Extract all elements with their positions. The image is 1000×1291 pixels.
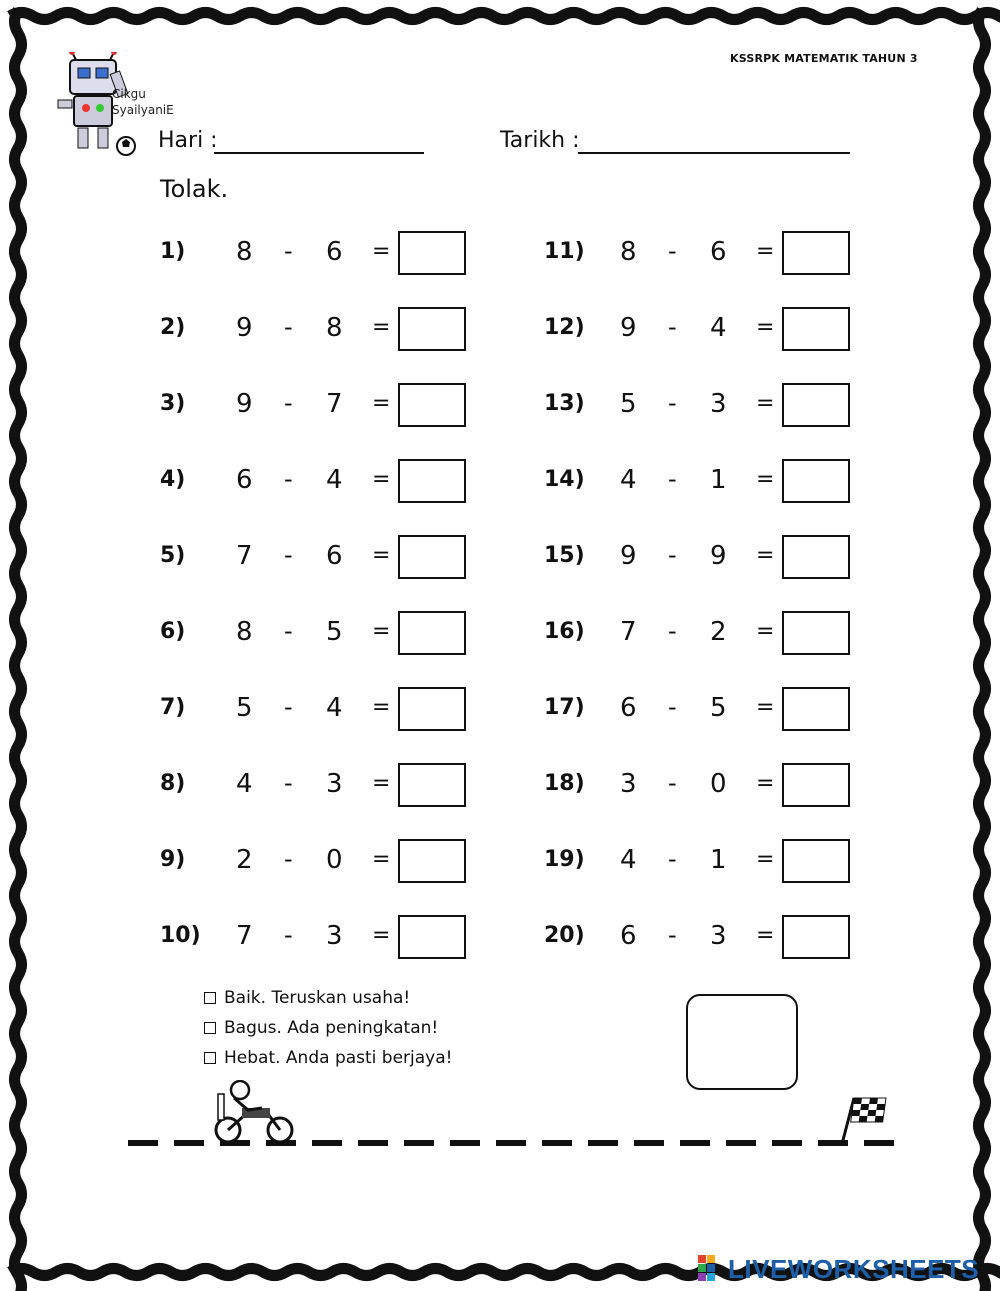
- answer-box[interactable]: [782, 383, 850, 427]
- minus-sign: -: [668, 465, 677, 493]
- problem-item: [544, 535, 864, 583]
- minus-sign: -: [284, 465, 293, 493]
- problem-item: [160, 383, 480, 431]
- answer-box[interactable]: [398, 383, 466, 427]
- equals-sign: =: [756, 315, 775, 340]
- problem-item: [160, 611, 480, 659]
- minuend: 6: [236, 465, 253, 495]
- subtrahend: 8: [326, 313, 343, 343]
- minuend: 8: [236, 237, 253, 267]
- problem-item: [160, 687, 480, 735]
- answer-box[interactable]: [398, 687, 466, 731]
- equals-sign: =: [372, 847, 391, 872]
- subtrahend: 4: [326, 693, 343, 723]
- minus-sign: -: [668, 237, 677, 265]
- answer-box[interactable]: [782, 839, 850, 883]
- feedback-label: Bagus. Ada peningkatan!: [224, 1018, 439, 1038]
- liveworksheets-logo: [698, 1254, 979, 1285]
- subtrahend: 0: [710, 769, 727, 799]
- answer-box[interactable]: [398, 611, 466, 655]
- equals-sign: =: [756, 771, 775, 796]
- problem-item: [544, 915, 864, 963]
- minuend: 5: [620, 389, 637, 419]
- minus-sign: -: [668, 769, 677, 797]
- answer-box[interactable]: [782, 231, 850, 275]
- day-label: Hari :: [158, 128, 218, 153]
- problem-number: 4): [160, 467, 186, 492]
- problem-item: [160, 535, 480, 583]
- problem-item: [544, 459, 864, 507]
- problem-number: 14): [544, 467, 585, 492]
- equals-sign: =: [372, 467, 391, 492]
- minuend: 9: [236, 389, 253, 419]
- subtrahend: 1: [710, 465, 727, 495]
- answer-box[interactable]: [398, 307, 466, 351]
- minuend: 6: [620, 921, 637, 951]
- problem-item: [160, 231, 480, 279]
- minuend: 7: [236, 541, 253, 571]
- minus-sign: -: [284, 693, 293, 721]
- subtrahend: 4: [710, 313, 727, 343]
- checkbox-icon[interactable]: [204, 1022, 216, 1034]
- problem-item: [544, 307, 864, 355]
- motorbike-icon: [212, 1080, 298, 1144]
- equals-sign: =: [756, 847, 775, 872]
- subtrahend: 5: [326, 617, 343, 647]
- equals-sign: =: [756, 695, 775, 720]
- answer-box[interactable]: [782, 611, 850, 655]
- problem-number: 18): [544, 771, 585, 796]
- minus-sign: -: [284, 769, 293, 797]
- minus-sign: -: [668, 617, 677, 645]
- feedback-item[interactable]: [204, 1048, 452, 1068]
- minuend: 4: [236, 769, 253, 799]
- date-field[interactable]: [578, 128, 850, 154]
- problem-number: 11): [544, 239, 585, 264]
- answer-box[interactable]: [398, 535, 466, 579]
- checkered-flag-icon: [836, 1094, 892, 1146]
- equals-sign: =: [756, 619, 775, 644]
- subtrahend: 2: [710, 617, 727, 647]
- score-box[interactable]: [686, 994, 798, 1090]
- problem-number: 12): [544, 315, 585, 340]
- minus-sign: -: [284, 617, 293, 645]
- problem-number: 20): [544, 923, 585, 948]
- answer-box[interactable]: [782, 307, 850, 351]
- minus-sign: -: [668, 313, 677, 341]
- problem-number: 17): [544, 695, 585, 720]
- problem-number: 16): [544, 619, 585, 644]
- subtrahend: 3: [710, 389, 727, 419]
- minuend: 6: [620, 693, 637, 723]
- equals-sign: =: [372, 239, 391, 264]
- problem-number: 15): [544, 543, 585, 568]
- minuend: 4: [620, 845, 637, 875]
- instruction: Tolak.: [160, 175, 229, 203]
- equals-sign: =: [372, 771, 391, 796]
- problem-item: [160, 763, 480, 811]
- minuend: 7: [620, 617, 637, 647]
- feedback-item[interactable]: [204, 1018, 438, 1038]
- problem-item: [544, 611, 864, 659]
- feedback-label: Hebat. Anda pasti berjaya!: [224, 1048, 453, 1068]
- minus-sign: -: [668, 389, 677, 417]
- minuend: 2: [236, 845, 253, 875]
- subtrahend: 5: [710, 693, 727, 723]
- minus-sign: -: [668, 845, 677, 873]
- answer-box[interactable]: [782, 915, 850, 959]
- equals-sign: =: [372, 543, 391, 568]
- subtrahend: 4: [326, 465, 343, 495]
- logo-name: [112, 86, 174, 118]
- minus-sign: -: [668, 541, 677, 569]
- problem-item: [160, 839, 480, 887]
- answer-box[interactable]: [782, 535, 850, 579]
- equals-sign: =: [372, 391, 391, 416]
- minus-sign: -: [284, 237, 293, 265]
- problem-item: [544, 383, 864, 431]
- subtrahend: 7: [326, 389, 343, 419]
- problem-item: [544, 687, 864, 735]
- minuend: 3: [620, 769, 637, 799]
- subtrahend: 9: [710, 541, 727, 571]
- subtrahend: 6: [710, 237, 727, 267]
- subtrahend: 1: [710, 845, 727, 875]
- equals-sign: =: [372, 619, 391, 644]
- checkbox-icon[interactable]: [204, 992, 216, 1004]
- answer-box[interactable]: [398, 459, 466, 503]
- subtrahend: 3: [326, 921, 343, 951]
- problem-item: [544, 839, 864, 887]
- brand-text: LIVEWORKSHEETS: [728, 1254, 980, 1284]
- answer-box[interactable]: [398, 763, 466, 807]
- equals-sign: =: [756, 543, 775, 568]
- problem-item: [160, 915, 480, 963]
- minuend: 8: [620, 237, 637, 267]
- course-header: KSSRPK MATEMATIK TAHUN 3: [730, 52, 918, 65]
- problem-number: 19): [544, 847, 585, 872]
- subtrahend: 3: [710, 921, 727, 951]
- problem-item: [160, 459, 480, 507]
- subtrahend: 6: [326, 237, 343, 267]
- minus-sign: -: [284, 313, 293, 341]
- equals-sign: =: [756, 239, 775, 264]
- liveworksheets-logo-icon: [698, 1255, 724, 1285]
- minuend: 8: [236, 617, 253, 647]
- equals-sign: =: [372, 695, 391, 720]
- problem-item: [544, 231, 864, 279]
- minuend: 9: [236, 313, 253, 343]
- answer-box[interactable]: [398, 839, 466, 883]
- day-field[interactable]: [214, 128, 424, 154]
- feedback-item[interactable]: [204, 988, 410, 1008]
- date-label: Tarikh :: [500, 128, 580, 153]
- problem-number: 10): [160, 923, 201, 948]
- logo-name-line2: SyailyaniE: [112, 103, 174, 117]
- problem-item: [544, 763, 864, 811]
- answer-box[interactable]: [398, 915, 466, 959]
- problem-number: 13): [544, 391, 585, 416]
- problem-number: 2): [160, 315, 186, 340]
- subtrahend: 3: [326, 769, 343, 799]
- minuend: 9: [620, 541, 637, 571]
- minus-sign: -: [284, 541, 293, 569]
- minus-sign: -: [284, 845, 293, 873]
- equals-sign: =: [756, 391, 775, 416]
- answer-box[interactable]: [782, 687, 850, 731]
- equals-sign: =: [372, 923, 391, 948]
- answer-box[interactable]: [398, 231, 466, 275]
- problem-number: 3): [160, 391, 186, 416]
- minuend: 4: [620, 465, 637, 495]
- feedback-label: Baik. Teruskan usaha!: [224, 988, 411, 1008]
- subtrahend: 0: [326, 845, 343, 875]
- subtrahend: 6: [326, 541, 343, 571]
- problem-item: [160, 307, 480, 355]
- problem-number: 6): [160, 619, 186, 644]
- checkbox-icon[interactable]: [204, 1052, 216, 1064]
- minuend: 9: [620, 313, 637, 343]
- problem-number: 1): [160, 239, 186, 264]
- problem-number: 7): [160, 695, 186, 720]
- minus-sign: -: [668, 693, 677, 721]
- problem-number: 5): [160, 543, 186, 568]
- minus-sign: -: [284, 921, 293, 949]
- minus-sign: -: [284, 389, 293, 417]
- minus-sign: -: [668, 921, 677, 949]
- problem-number: 8): [160, 771, 186, 796]
- equals-sign: =: [756, 467, 775, 492]
- answer-box[interactable]: [782, 459, 850, 503]
- minuend: 5: [236, 693, 253, 723]
- problem-number: 9): [160, 847, 186, 872]
- equals-sign: =: [756, 923, 775, 948]
- equals-sign: =: [372, 315, 391, 340]
- logo-name-line1: Cikgu: [112, 87, 146, 101]
- minuend: 7: [236, 921, 253, 951]
- answer-box[interactable]: [782, 763, 850, 807]
